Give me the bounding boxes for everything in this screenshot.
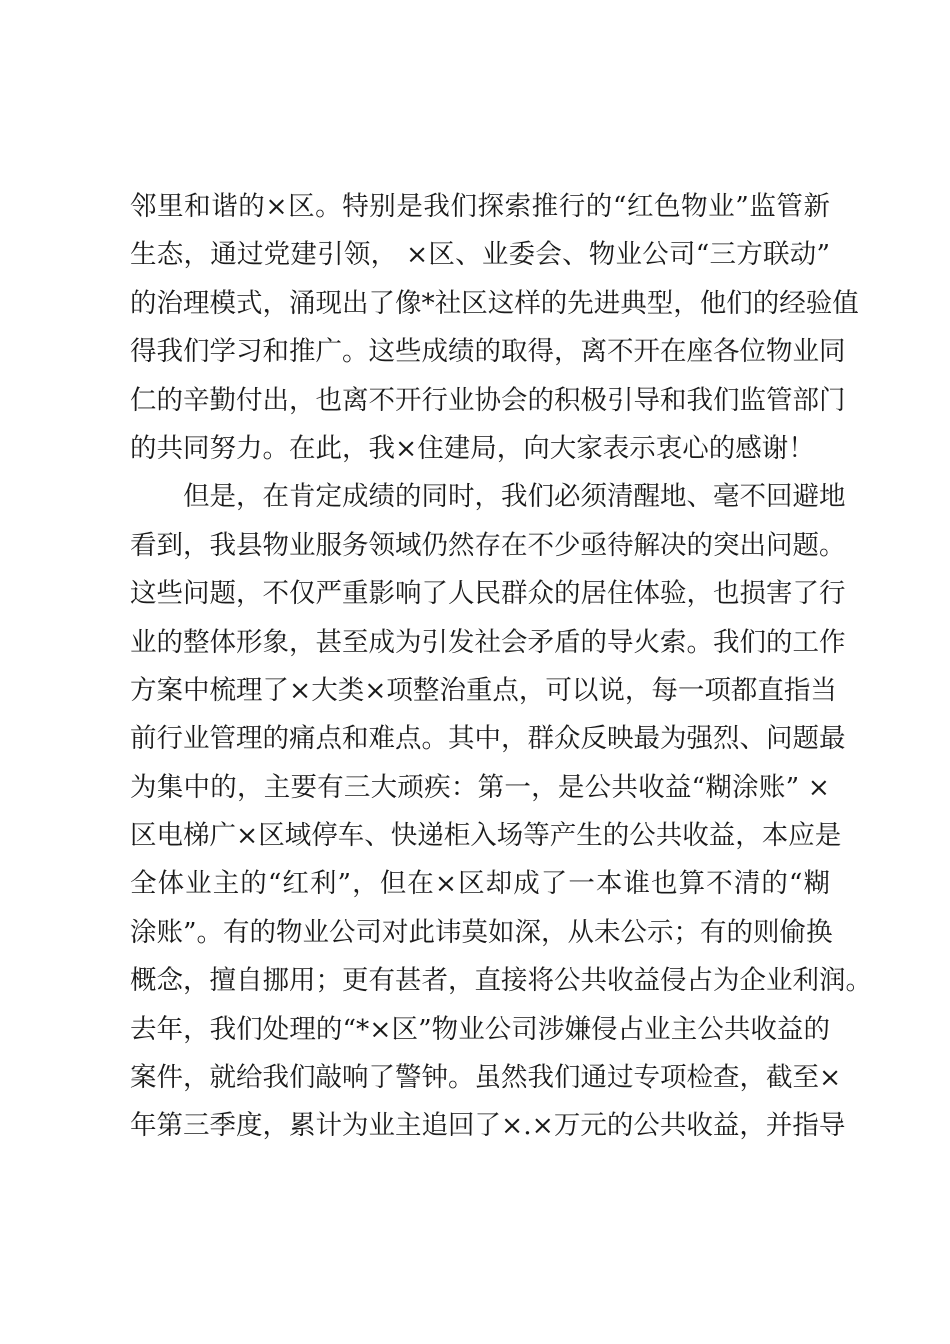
text-line: 概念，擅自挪用；更有甚者，直接将公共收益侵占为企业利润。 <box>130 965 872 997</box>
text-line: 仁的辛勤付出，也离不开行业协会的积极引导和我们监管部门 <box>130 384 846 416</box>
text-line: 案件，就给我们敲响了警钟。虽然我们通过专项检查，截至× <box>130 1062 842 1094</box>
text-line: 区电梯广×区域停车、快递柜入场等产生的公共收益，本应是 <box>130 820 842 852</box>
text-line: 邻里和谐的×区。特别是我们探索推行的“红色物业”监管新 <box>130 191 830 222</box>
paragraph-first-line: 但是，在肯定成绩的同时，我们必须清醒地、毫不回避地 <box>183 481 846 513</box>
text-line: 全体业主的“红利”，但在×区却成了一本谁也算不清的“糊 <box>130 868 830 900</box>
text-line: 去年，我们处理的“*×区”物业公司涉嫌侵占业主公共收益的 <box>130 1013 830 1045</box>
text-line: 业的整体形象，甚至成为引发社会矛盾的导火索。我们的工作 <box>130 626 846 658</box>
body-text <box>130 183 872 1151</box>
text-line: 年第三季度，累计为业主追回了×.×万元的公共收益，并指导 <box>130 1110 846 1142</box>
text-line: 看到，我县物业服务领域仍然存在不少亟待解决的突出问题。 <box>130 529 846 561</box>
text-line: 为集中的，主要有三大顽疾：第一，是公共收益“糊涂账” × <box>130 771 830 803</box>
text-line: 的治理模式，涌现出了像*社区这样的先进典型，他们的经验值 <box>130 287 859 319</box>
text-line: 涂账”。有的物业公司对此讳莫如深，从未公示；有的则偷换 <box>130 916 833 948</box>
text-line: 方案中梳理了×大类×项整治重点，可以说，每一项都直指当 <box>130 674 837 706</box>
text-line: 得我们学习和推广。这些成绩的取得，离不开在座各位物业同 <box>130 336 846 368</box>
text-line: 生态，通过党建引领， ×区、业委会、物业公司“三方联动” <box>130 239 830 271</box>
text-line: 前行业管理的痛点和难点。其中，群众反映最为强烈、问题最 <box>130 723 846 755</box>
text-line: 这些问题，不仅严重影响了人民群众的居住体验，也损害了行 <box>130 578 846 610</box>
text-line: 的共同努力。在此，我×住建局，向大家表示衷心的感谢！ <box>130 432 815 464</box>
